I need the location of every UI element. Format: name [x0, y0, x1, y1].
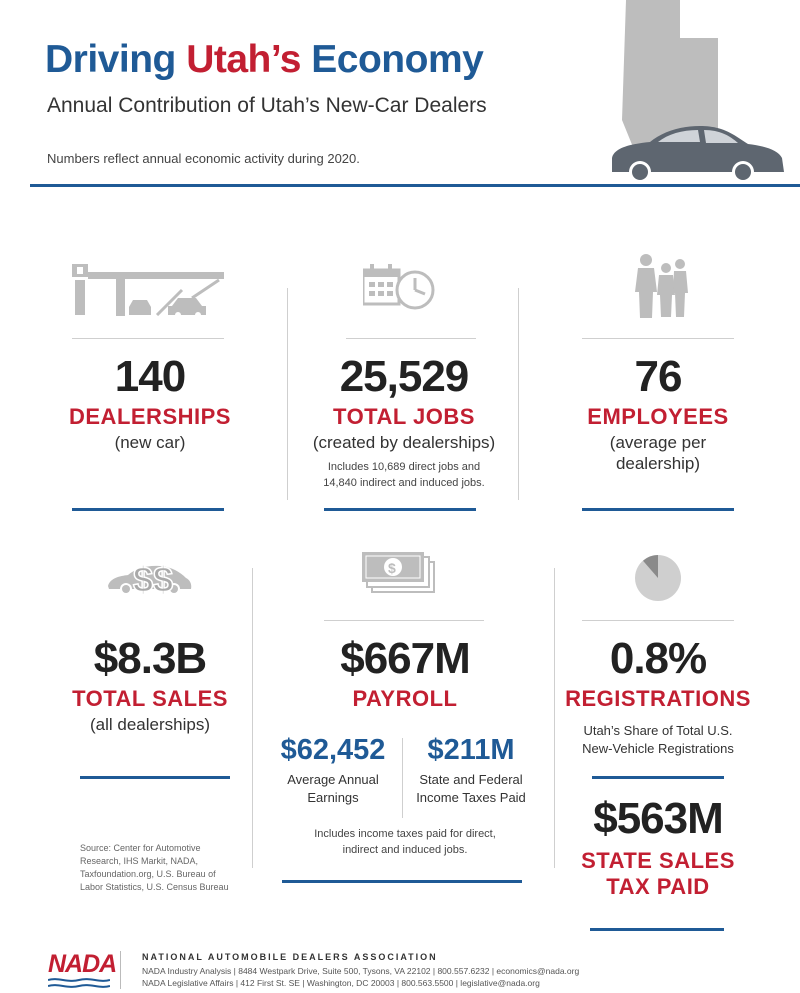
- utah-car-icon: [600, 0, 800, 188]
- income-tax-label-1: State and Federal: [419, 772, 523, 787]
- source-line: Source: Center for Automotive: [80, 843, 201, 853]
- earnings-label-2: Earnings: [307, 790, 359, 805]
- divider: [582, 620, 734, 621]
- dealerships-label: DEALERSHIPS: [69, 404, 231, 429]
- sales-value: $8.3B: [93, 634, 207, 683]
- state-tax-label-1: STATE SALES: [581, 848, 735, 873]
- registrations-label: REGISTRATIONS: [565, 686, 751, 711]
- pie-chart-icon: [634, 554, 682, 602]
- payroll-stat: [310, 634, 500, 712]
- payroll-note-2: indirect and induced jobs.: [342, 844, 468, 856]
- payroll-note-1: Includes income taxes paid for direct,: [314, 828, 496, 840]
- source-note: [80, 842, 240, 894]
- calendar-clock-icon: [363, 264, 435, 312]
- state-tax-stat: [568, 794, 748, 900]
- source-line: Labor Statistics, U.S. Census Bureau: [80, 882, 229, 892]
- nada-logo: NADA: [48, 950, 117, 978]
- earnings-stat: [268, 734, 398, 807]
- employees-sub-1: (average per: [609, 433, 707, 452]
- car-dollar-icon: [106, 556, 192, 596]
- section-rule: [590, 928, 724, 931]
- employees-sub-2: dealership): [615, 454, 701, 473]
- income-tax-value: $211M: [427, 734, 515, 766]
- income-tax-label-2: Income Taxes Paid: [416, 790, 526, 805]
- divider: [72, 338, 224, 339]
- sales-label: TOTAL SALES: [72, 686, 228, 711]
- jobs-value: 25,529: [339, 352, 469, 401]
- column-divider: [402, 738, 403, 818]
- section-rule: [80, 776, 230, 779]
- registrations-sub-2: New-Vehicle Registrations: [582, 741, 734, 756]
- page-title: Driving Utah’s Economy: [45, 38, 484, 81]
- jobs-stat: [296, 352, 512, 491]
- footer-line-1: NADA Industry Analysis | 8484 Westpark Drive, Suite 500, Tysons, VA 22102 | 800.557.6232 | economics@nada.org: [142, 966, 580, 976]
- payroll-value: $667M: [340, 634, 470, 683]
- data-year-note: Numbers reflect annual economic activity during 2020.: [47, 151, 360, 166]
- payroll-label: PAYROLL: [352, 686, 458, 711]
- jobs-detail-2: 14,840 indirect and induced jobs.: [323, 477, 485, 489]
- dealerships-stat: [60, 352, 240, 453]
- page-subtitle: Annual Contribution of Utah’s New-Car Dealers: [47, 94, 487, 117]
- footer-line-2: NADA Legislative Affairs | 412 First St. SE | Washington, DC 20003 | 800.563.5500 | legislative@nada.org: [142, 978, 540, 988]
- registrations-sub-1: Utah’s Share of Total U.S.: [583, 723, 733, 738]
- employees-label: EMPLOYEES: [587, 404, 729, 429]
- dealerships-sub: (new car): [114, 433, 186, 452]
- money-icon: [362, 552, 438, 598]
- column-divider: [252, 568, 253, 868]
- income-tax-stat: [406, 734, 536, 807]
- column-divider: [554, 568, 555, 868]
- registrations-value: 0.8%: [609, 634, 707, 683]
- dealership-icon: [72, 262, 224, 316]
- column-divider: [518, 288, 519, 500]
- employees-value: 76: [634, 352, 682, 401]
- sales-stat: [60, 634, 240, 735]
- svg-text:$: $: [388, 560, 396, 576]
- sales-sub: (all dealerships): [90, 715, 210, 734]
- column-divider: [287, 288, 288, 500]
- employees-stat: [568, 352, 748, 474]
- section-rule: [282, 880, 522, 883]
- source-line: Research, IHS Markit, NADA,: [80, 856, 199, 866]
- source-line: Taxfoundation.org, U.S. Bureau of: [80, 869, 216, 879]
- header-rule: [30, 184, 800, 187]
- footer-divider: [120, 951, 121, 989]
- jobs-sub: (created by dealerships): [312, 433, 496, 452]
- state-tax-value: $563M: [593, 794, 723, 843]
- svg-text:$$: $$: [133, 559, 174, 596]
- jobs-detail-1: Includes 10,689 direct jobs and: [327, 461, 481, 473]
- payroll-note: [290, 826, 520, 858]
- earnings-value: $62,452: [280, 734, 386, 766]
- people-icon: [632, 254, 688, 320]
- divider: [346, 338, 476, 339]
- earnings-label-1: Average Annual: [287, 772, 379, 787]
- dealerships-value: 140: [114, 352, 186, 401]
- section-rule: [72, 508, 224, 511]
- logo-wave-icon: [48, 977, 110, 989]
- registrations-stat: [560, 634, 756, 758]
- jobs-label: TOTAL JOBS: [333, 404, 475, 429]
- section-rule: [592, 776, 724, 779]
- divider: [582, 338, 734, 339]
- state-tax-label-2: TAX PAID: [606, 874, 710, 899]
- section-rule: [582, 508, 734, 511]
- divider: [324, 620, 484, 621]
- footer-org: NATIONAL AUTOMOBILE DEALERS ASSOCIATION: [142, 952, 438, 962]
- section-rule: [324, 508, 476, 511]
